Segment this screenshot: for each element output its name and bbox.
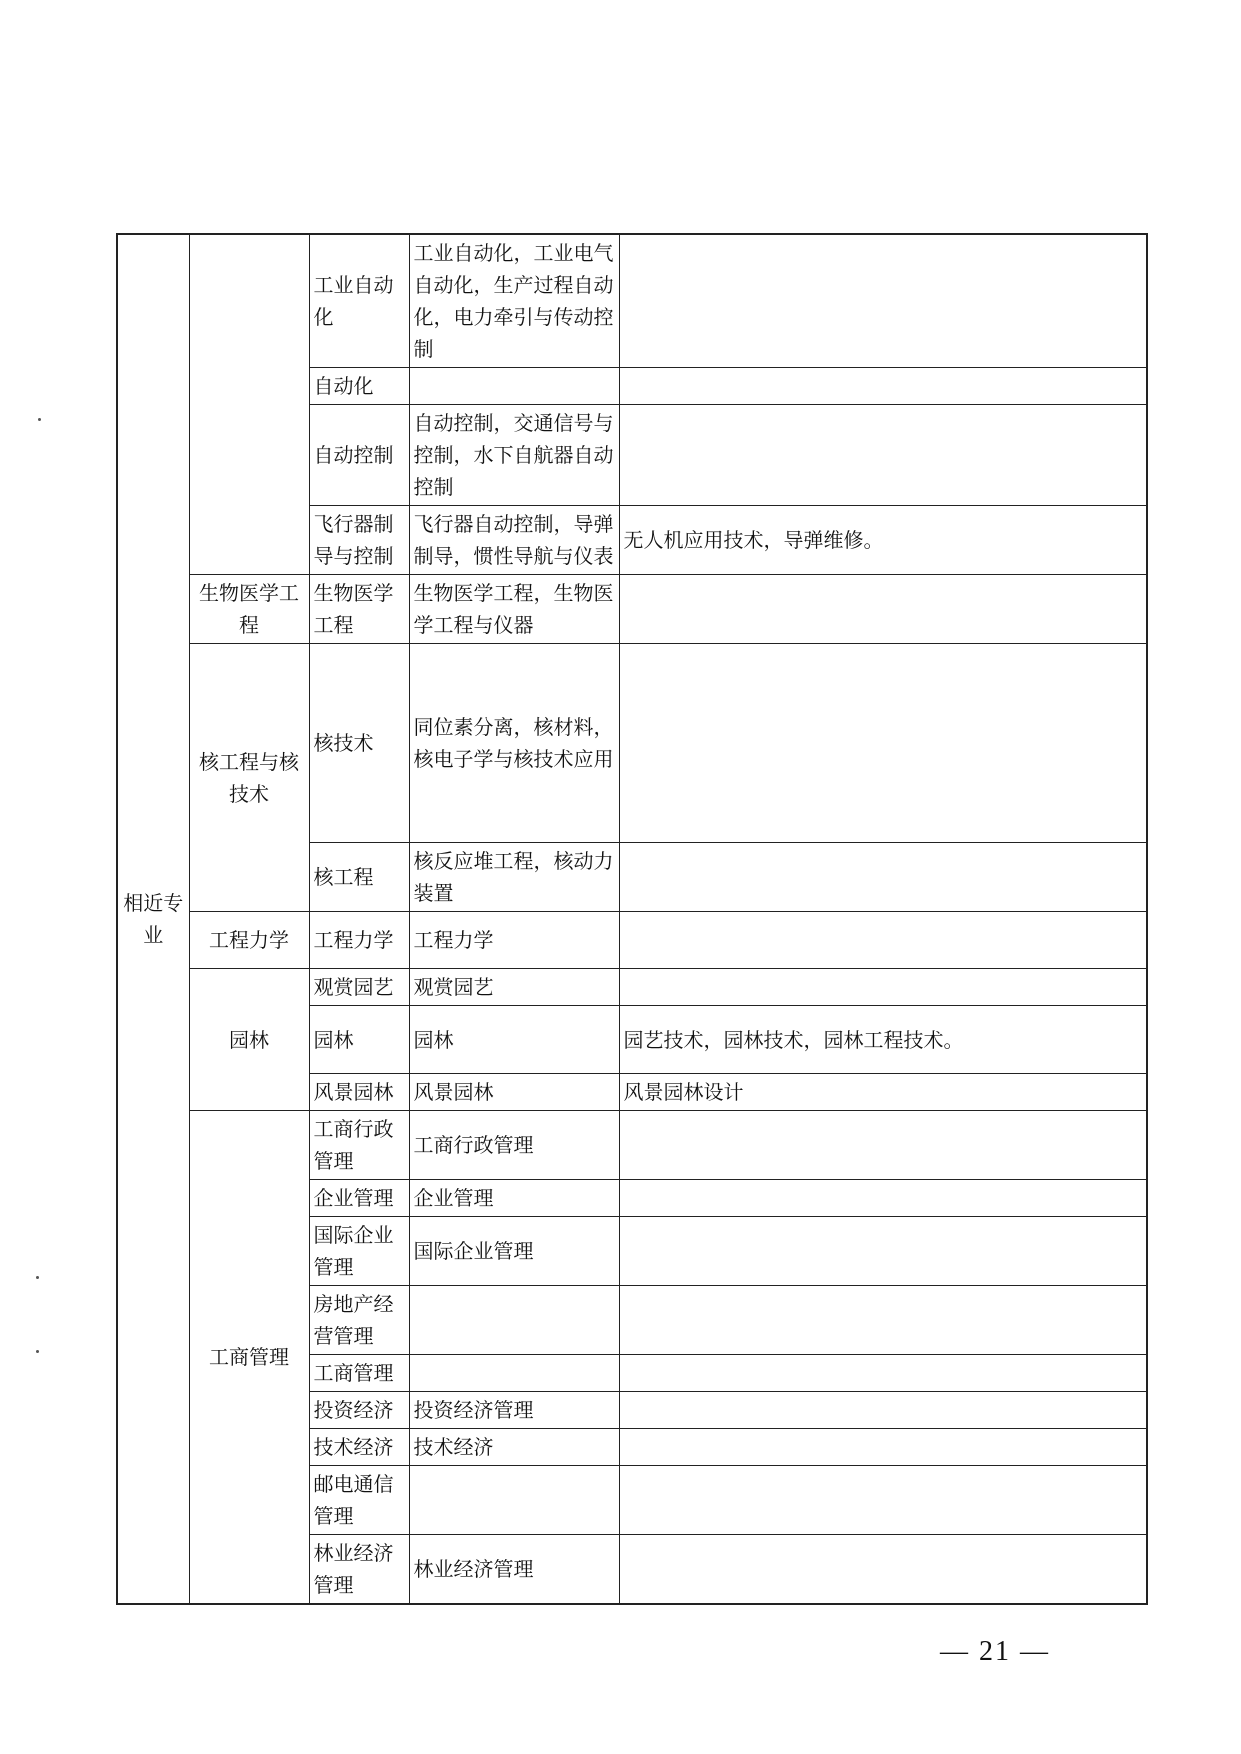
former-major-cell: 林业经济管理 bbox=[409, 1535, 619, 1605]
table-row bbox=[117, 644, 1147, 843]
subject-cell: 工商管理 bbox=[309, 1355, 409, 1392]
related-major-cell bbox=[619, 969, 1147, 1006]
subject-cell: 核技术 bbox=[309, 644, 409, 843]
former-major-cell: 技术经济 bbox=[409, 1429, 619, 1466]
group-cell: 工商管理 bbox=[189, 1111, 309, 1605]
subject-cell: 投资经济 bbox=[309, 1392, 409, 1429]
related-major-cell bbox=[619, 575, 1147, 644]
former-major-cell: 风景园林 bbox=[409, 1074, 619, 1111]
related-major-cell: 无人机应用技术，导弹维修。 bbox=[619, 506, 1147, 575]
related-major-cell: 风景园林设计 bbox=[619, 1074, 1147, 1111]
related-major-cell bbox=[619, 1180, 1147, 1217]
major-catalog-table bbox=[116, 233, 1148, 1605]
former-major-cell: 国际企业管理 bbox=[409, 1217, 619, 1286]
table-row bbox=[117, 969, 1147, 1006]
group-cell-empty bbox=[189, 234, 309, 575]
former-major-cell: 同位素分离，核材料，核电子学与核技术应用 bbox=[409, 644, 619, 843]
subject-cell: 技术经济 bbox=[309, 1429, 409, 1466]
related-major-cell: 园艺技术，园林技术，园林工程技术。 bbox=[619, 1006, 1147, 1074]
related-major-cell bbox=[619, 234, 1147, 368]
subject-cell: 园林 bbox=[309, 1006, 409, 1074]
subject-cell: 工业自动化 bbox=[309, 234, 409, 368]
former-major-cell: 工业自动化，工业电气自动化，生产过程自动化，电力牵引与传动控制 bbox=[409, 234, 619, 368]
former-major-cell: 核反应堆工程，核动力装置 bbox=[409, 843, 619, 912]
subject-cell: 企业管理 bbox=[309, 1180, 409, 1217]
related-major-cell bbox=[619, 1392, 1147, 1429]
subject-cell: 邮电通信管理 bbox=[309, 1466, 409, 1535]
group-cell: 工程力学 bbox=[189, 912, 309, 969]
related-major-cell bbox=[619, 843, 1147, 912]
related-major-cell bbox=[619, 368, 1147, 405]
subject-cell: 风景园林 bbox=[309, 1074, 409, 1111]
subject-cell: 观赏园艺 bbox=[309, 969, 409, 1006]
table-row bbox=[117, 1111, 1147, 1180]
related-major-cell bbox=[619, 405, 1147, 506]
scan-speck bbox=[36, 1350, 39, 1353]
former-major-cell bbox=[409, 1355, 619, 1392]
page-number: — 21 — bbox=[940, 1636, 1050, 1667]
subject-cell: 工商行政管理 bbox=[309, 1111, 409, 1180]
subject-cell: 核工程 bbox=[309, 843, 409, 912]
scan-speck bbox=[38, 418, 41, 421]
former-major-cell bbox=[409, 1466, 619, 1535]
related-major-cell bbox=[619, 1286, 1147, 1355]
former-major-cell: 飞行器自动控制，导弹制导，惯性导航与仪表 bbox=[409, 506, 619, 575]
subject-cell: 自动控制 bbox=[309, 405, 409, 506]
subject-cell: 生物医学工程 bbox=[309, 575, 409, 644]
subject-cell: 国际企业管理 bbox=[309, 1217, 409, 1286]
table-row bbox=[117, 575, 1147, 644]
former-major-cell: 投资经济管理 bbox=[409, 1392, 619, 1429]
table-row bbox=[117, 234, 1147, 368]
former-major-cell: 工商行政管理 bbox=[409, 1111, 619, 1180]
related-major-cell bbox=[619, 1355, 1147, 1392]
former-major-cell: 园林 bbox=[409, 1006, 619, 1074]
former-major-cell: 企业管理 bbox=[409, 1180, 619, 1217]
related-major-cell bbox=[619, 1535, 1147, 1605]
group-cell: 生物医学工程 bbox=[189, 575, 309, 644]
table-row bbox=[117, 912, 1147, 969]
subject-cell: 飞行器制导与控制 bbox=[309, 506, 409, 575]
former-major-cell: 生物医学工程，生物医学工程与仪器 bbox=[409, 575, 619, 644]
category-cell: 相近专业 bbox=[117, 234, 189, 1604]
related-major-cell bbox=[619, 912, 1147, 969]
former-major-cell: 观赏园艺 bbox=[409, 969, 619, 1006]
scan-speck bbox=[36, 1276, 39, 1279]
related-major-cell bbox=[619, 1429, 1147, 1466]
former-major-cell: 工程力学 bbox=[409, 912, 619, 969]
subject-cell: 林业经济管理 bbox=[309, 1535, 409, 1605]
former-major-cell: 自动控制，交通信号与控制，水下自航器自动控制 bbox=[409, 405, 619, 506]
former-major-cell bbox=[409, 368, 619, 405]
subject-cell: 房地产经营管理 bbox=[309, 1286, 409, 1355]
former-major-cell bbox=[409, 1286, 619, 1355]
group-cell: 园林 bbox=[189, 969, 309, 1111]
subject-cell: 工程力学 bbox=[309, 912, 409, 969]
related-major-cell bbox=[619, 1111, 1147, 1180]
subject-cell: 自动化 bbox=[309, 368, 409, 405]
related-major-cell bbox=[619, 644, 1147, 843]
related-major-cell bbox=[619, 1217, 1147, 1286]
group-cell: 核工程与核技术 bbox=[189, 644, 309, 912]
related-major-cell bbox=[619, 1466, 1147, 1535]
